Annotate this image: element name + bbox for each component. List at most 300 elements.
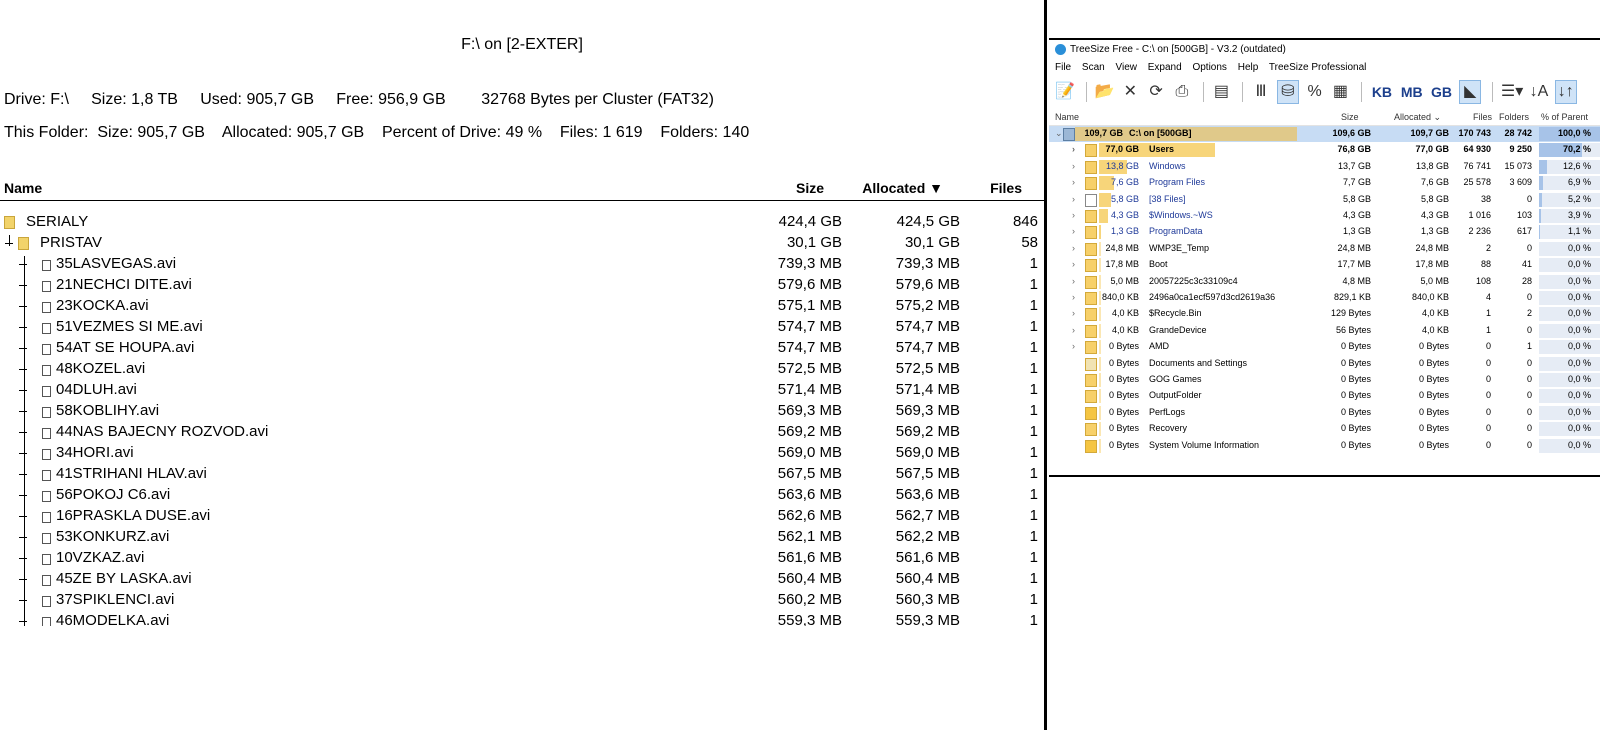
percent-cell (1539, 406, 1600, 420)
row-files: 1 (1029, 276, 1038, 293)
toolbar-separator (1203, 82, 1204, 102)
unit-mb-button[interactable]: MB (1400, 84, 1423, 100)
row-name: 34HORI.avi (56, 444, 134, 461)
report-row[interactable] (0, 485, 1044, 506)
row-name: System Volume Information (1149, 439, 1260, 450)
row-name: 45ZE BY LASKA.avi (56, 570, 192, 587)
row-folders: 0 (1526, 423, 1532, 434)
percent-text: 0,0 % (1567, 324, 1591, 335)
bar-size-label: 109,7 GB (1084, 128, 1123, 138)
row-name: GOG Games (1149, 374, 1202, 384)
tree-row[interactable] (1049, 257, 1600, 273)
file-icon (42, 407, 51, 418)
tree-row[interactable] (1049, 388, 1600, 404)
report-row[interactable] (0, 464, 1044, 485)
row-allocated: 561,6 MB (895, 549, 960, 566)
row-allocated: 4,0 KB (1421, 324, 1449, 335)
row-allocated: 7,6 GB (1420, 177, 1449, 188)
report-row[interactable] (0, 611, 1044, 626)
menu-expand[interactable]: Expand (1147, 62, 1182, 73)
percent-fill (1539, 209, 1541, 223)
bar-icon[interactable]: Ⅲ (1255, 83, 1267, 100)
row-files: 0 (1485, 423, 1491, 434)
row-size: 574,7 MB (777, 339, 842, 356)
row-size: 567,5 MB (777, 465, 842, 482)
row-allocated: 0 Bytes (1418, 374, 1449, 384)
report-row[interactable] (0, 590, 1044, 611)
percent-button[interactable]: % (1307, 83, 1322, 100)
row-size: 739,3 MB (777, 255, 842, 272)
bar-size-label: 7,6 GB (1110, 177, 1139, 188)
row-folders: 0 (1526, 439, 1532, 450)
row-files: 64 930 (1463, 144, 1491, 155)
row-name: [38 Files] (1149, 193, 1186, 204)
file-icon (42, 554, 51, 565)
percent-text: 70,2 % (1562, 144, 1591, 155)
row-size: 0 Bytes (1340, 374, 1371, 384)
tree-branch (19, 432, 27, 433)
file-icon (42, 344, 51, 355)
bar-size-label: 0 Bytes (1108, 374, 1139, 384)
treesize-app-icon (1055, 44, 1066, 55)
report-row[interactable] (0, 317, 1044, 338)
collapse-icon[interactable]: ⌄ (1055, 128, 1063, 138)
row-files: 1 (1029, 339, 1038, 356)
row-files: 1 (1485, 308, 1491, 319)
tree-row[interactable] (1049, 290, 1600, 306)
row-files: 76 741 (1463, 160, 1491, 171)
bar-size-label: 0 Bytes (1108, 423, 1139, 434)
percent-cell (1539, 160, 1600, 174)
row-size: 560,2 MB (777, 591, 842, 608)
row-files: 1 (1029, 402, 1038, 419)
percent-text: 0,0 % (1567, 259, 1591, 270)
file-icon (42, 617, 51, 626)
row-folders: 0 (1526, 406, 1532, 417)
menu-help[interactable]: Help (1237, 62, 1259, 73)
toolbar-separator (1242, 82, 1243, 102)
percent-text: 6,9 % (1567, 177, 1591, 188)
row-allocated: 559,3 MB (895, 612, 960, 626)
tree-branch (19, 264, 27, 265)
bar-size-label: 5,0 MB (1110, 275, 1139, 286)
expand-chevron-icon[interactable]: › (1072, 160, 1075, 171)
report-row[interactable] (0, 359, 1044, 380)
row-size: 575,1 MB (777, 297, 842, 314)
file-icon (42, 302, 51, 313)
folder-icon (1085, 341, 1097, 354)
report-row[interactable] (0, 233, 1044, 254)
file-icon (1085, 194, 1097, 207)
unit-kb-button[interactable]: KB (1371, 84, 1393, 100)
grid-icon[interactable]: ▦ (1332, 83, 1348, 100)
toolbar-separator (1361, 82, 1362, 102)
col-size[interactable]: Size (1341, 112, 1359, 122)
file-icon (42, 512, 51, 523)
row-files: 846 (1012, 213, 1038, 230)
row-name: Windows (1149, 160, 1186, 171)
menu-view[interactable]: View (1115, 62, 1137, 73)
row-size: 4,3 GB (1342, 210, 1371, 220)
col-allocated[interactable]: Allocated ⌄ (1394, 112, 1442, 122)
expand-chevron-icon[interactable]: › (1072, 242, 1075, 253)
view-list-icon[interactable]: ☰▾ (1500, 83, 1524, 100)
col-files[interactable]: Files (990, 180, 1022, 196)
row-name: Program Files (1149, 177, 1206, 188)
folder-icon (1085, 308, 1097, 321)
row-name: Recovery (1149, 423, 1188, 434)
row-size: 56 Bytes (1335, 324, 1371, 335)
expand-chevron-icon[interactable]: › (1072, 341, 1075, 352)
row-size: 7,7 GB (1342, 177, 1371, 188)
file-icon (42, 323, 51, 334)
row-allocated: 562,7 MB (895, 507, 960, 524)
row-allocated: 0 Bytes (1418, 357, 1449, 368)
row-files: 0 (1485, 439, 1491, 450)
file-icon (42, 596, 51, 607)
drive-summary: Drive: F:\ Size: 1,8 TB Used: 905,7 GB Free: 956,9 GB 32768 Bytes per Cluster (FAT32) (4, 91, 714, 108)
row-name: 41STRIHANI HLAV.avi (56, 465, 207, 482)
tree-branch (19, 390, 27, 391)
row-allocated: 567,5 MB (895, 465, 960, 482)
row-files: 1 (1029, 423, 1038, 440)
row-files: 1 016 (1468, 210, 1491, 220)
tree-branch (19, 453, 27, 454)
tree-branch (19, 369, 27, 370)
percent-text: 5,2 % (1567, 193, 1591, 204)
tree-row[interactable] (1049, 175, 1600, 191)
warning-folder-icon (1085, 440, 1097, 453)
auto-unit-icon[interactable]: ◣ (1459, 80, 1481, 104)
row-folders: 0 (1526, 292, 1532, 302)
stop-icon[interactable]: ✕ (1123, 83, 1138, 100)
refresh-icon[interactable]: ⟳ (1149, 83, 1163, 100)
row-name: PRISTAV (40, 234, 102, 251)
percent-fill (1539, 176, 1543, 190)
row-name: OutputFolder (1149, 390, 1202, 401)
drive-size-icon[interactable]: ⛁ (1277, 80, 1299, 104)
percent-cell (1539, 373, 1600, 387)
row-size: 562,6 MB (777, 507, 842, 524)
row-folders: 28 (1521, 275, 1532, 286)
folder-icon (1085, 276, 1097, 289)
bar-size-label: 24,8 MB (1105, 242, 1139, 253)
folder-icon (1085, 325, 1097, 338)
row-folders: 28 742 (1504, 128, 1532, 138)
folder-icon (18, 237, 29, 250)
col-name[interactable]: Name (1055, 112, 1080, 122)
row-name: 21NECHCI DITE.avi (56, 276, 192, 293)
percent-cell (1539, 127, 1600, 141)
percent-cell (1539, 389, 1600, 403)
row-files: 0 (1485, 341, 1491, 352)
bar-size-label: 0 Bytes (1108, 357, 1139, 368)
row-allocated: 569,2 MB (895, 423, 960, 440)
row-allocated: 569,0 MB (895, 444, 960, 461)
row-name: 51VEZMES SI ME.avi (56, 318, 203, 335)
row-name: 48KOZEL.avi (56, 360, 146, 377)
row-files: 1 (1029, 591, 1038, 608)
row-folders: 3 609 (1509, 177, 1532, 188)
row-files: 1 (1029, 318, 1038, 335)
bar-size-label: 4,0 KB (1111, 324, 1139, 335)
report-row[interactable] (0, 275, 1044, 296)
file-icon (42, 470, 51, 481)
row-size: 0 Bytes (1340, 390, 1371, 401)
tree-row[interactable] (1049, 421, 1600, 437)
percent-text: 1,1 % (1567, 226, 1591, 237)
folder-icon (1085, 423, 1097, 436)
file-icon (42, 575, 51, 586)
row-allocated: 579,6 MB (895, 276, 960, 293)
report-row[interactable] (0, 422, 1044, 443)
row-size: 0 Bytes (1340, 406, 1371, 417)
folder-icon (1085, 210, 1097, 223)
row-name: WMP3E_Temp (1149, 242, 1210, 253)
col-files[interactable]: Files (1473, 112, 1493, 122)
bar-size-label: 840,0 KB (1101, 292, 1139, 302)
row-folders: 2 (1526, 308, 1532, 319)
tree-row[interactable] (1049, 208, 1600, 224)
row-name: 37SPIKLENCI.avi (56, 591, 175, 608)
tree-branch (19, 306, 27, 307)
bar-size-label: 5,8 GB (1110, 193, 1139, 204)
report-row[interactable] (0, 506, 1044, 527)
row-allocated: 572,5 MB (895, 360, 960, 377)
expand-chevron-icon[interactable]: › (1072, 210, 1075, 220)
row-folders: 0 (1526, 374, 1532, 384)
col-allocated[interactable]: Allocated ▼ (862, 180, 943, 196)
file-icon (42, 533, 51, 544)
folder-scan-icon[interactable]: 📂 (1094, 83, 1115, 100)
row-size: 561,6 MB (777, 549, 842, 566)
tree-row[interactable] (1049, 356, 1600, 372)
menu-options[interactable]: Options (1192, 62, 1227, 73)
row-allocated: 739,3 MB (895, 255, 960, 272)
menu-scan[interactable]: Scan (1081, 62, 1105, 73)
expand-chevron-icon[interactable]: › (1072, 259, 1075, 270)
expand-chevron-icon[interactable]: › (1072, 144, 1075, 155)
row-name: $Recycle.Bin (1149, 308, 1202, 319)
row-files: 1 (1029, 465, 1038, 482)
row-allocated: 5,8 GB (1420, 193, 1449, 204)
row-allocated: 0 Bytes (1418, 423, 1449, 434)
report-row[interactable] (0, 296, 1044, 317)
report-row[interactable] (0, 527, 1044, 548)
tree-row[interactable] (1049, 142, 1600, 158)
row-name: 35LASVEGAS.avi (56, 255, 177, 272)
tree-branch (19, 537, 27, 538)
row-files: 2 (1485, 242, 1491, 253)
percent-text: 0,0 % (1567, 390, 1591, 401)
tree-branch (19, 348, 27, 349)
folder-icon (1085, 292, 1097, 305)
row-files: 1 (1029, 360, 1038, 377)
bar-size-label: 4,3 GB (1110, 210, 1139, 220)
tree-branch (19, 516, 27, 517)
report-row[interactable] (0, 443, 1044, 464)
percent-fill (1539, 160, 1547, 174)
row-allocated: 0 Bytes (1418, 439, 1449, 450)
row-name: Users (1149, 144, 1175, 155)
row-files: 1 (1029, 381, 1038, 398)
bar-size-label: 4,0 KB (1111, 308, 1139, 319)
expand-chevron-icon[interactable]: › (1072, 324, 1075, 335)
bar-size-label: 0 Bytes (1108, 341, 1139, 352)
row-name: Boot (1149, 259, 1168, 270)
file-icon (42, 281, 51, 292)
bar-size-label: 0 Bytes (1108, 439, 1139, 450)
folder-icon (1085, 243, 1097, 256)
row-name: 46MODELKA.avi (56, 612, 170, 626)
tree-list (1049, 126, 1600, 466)
row-size: 569,0 MB (777, 444, 842, 461)
percent-cell (1539, 307, 1600, 321)
select-directory-icon[interactable]: 📝 (1055, 83, 1075, 100)
drive-icon (1063, 128, 1075, 141)
tree-row[interactable] (1049, 339, 1600, 355)
row-size: 30,1 GB (786, 234, 842, 251)
percent-text: 0,0 % (1567, 242, 1591, 253)
row-files: 0 (1485, 374, 1491, 384)
percent-cell (1539, 193, 1600, 207)
percent-cell (1539, 357, 1600, 371)
bar-size-label: 1,3 GB (1110, 226, 1139, 237)
menu-treesize-professional[interactable]: TreeSize Professional (1268, 62, 1367, 73)
report-column-header (0, 178, 1044, 201)
row-files: 1 (1029, 444, 1038, 461)
row-name: 10VZKAZ.avi (56, 549, 145, 566)
report-row[interactable] (0, 212, 1044, 233)
row-name: 16PRASKLA DUSE.avi (56, 507, 211, 524)
percent-fill (1539, 193, 1542, 207)
row-name: SERIALY (26, 213, 89, 230)
report-row[interactable] (0, 548, 1044, 569)
row-files: 4 (1485, 292, 1491, 302)
root-row[interactable] (1049, 126, 1600, 142)
tree-branch (19, 621, 27, 622)
row-folders: 9 250 (1509, 144, 1532, 155)
row-folders: 0 (1526, 242, 1532, 253)
tree-row[interactable] (1049, 306, 1600, 322)
tree-row[interactable] (1049, 241, 1600, 257)
row-size: 0 Bytes (1340, 423, 1371, 434)
expand-chevron-icon[interactable]: › (1072, 226, 1075, 237)
percent-text: 0,0 % (1567, 275, 1591, 286)
row-allocated: 0 Bytes (1418, 406, 1449, 417)
row-files: 1 (1029, 528, 1038, 545)
file-icon (42, 260, 51, 271)
tree-row[interactable] (1049, 192, 1600, 208)
tree-branch (19, 474, 27, 475)
menu-file[interactable]: File (1055, 62, 1072, 73)
row-allocated: 24,8 MB (1415, 242, 1449, 253)
row-allocated: 0 Bytes (1418, 341, 1449, 352)
row-allocated: 0 Bytes (1418, 390, 1449, 401)
row-files: 170 743 (1458, 128, 1491, 138)
folder-icon (1085, 144, 1097, 157)
row-name: Documents and Settings (1149, 357, 1248, 368)
tree-row[interactable] (1049, 274, 1600, 290)
row-folders: 0 (1526, 390, 1532, 401)
bar-size-label: 0 Bytes (1108, 406, 1139, 417)
row-name: 58KOBLIHY.avi (56, 402, 160, 419)
expand-chevron-icon[interactable]: › (1072, 275, 1075, 286)
row-files: 1 (1029, 549, 1038, 566)
row-allocated: 569,3 MB (895, 402, 960, 419)
report-row[interactable] (0, 254, 1044, 275)
expand-chevron-icon[interactable]: › (1072, 292, 1075, 302)
percent-cell (1539, 439, 1600, 453)
tree-row[interactable] (1049, 405, 1600, 421)
report-row[interactable] (0, 338, 1044, 359)
row-folders: 41 (1521, 259, 1532, 270)
row-allocated: 571,4 MB (895, 381, 960, 398)
col-percent[interactable]: % of Parent (1541, 112, 1589, 122)
row-size: 0 Bytes (1340, 439, 1371, 450)
print-icon[interactable]: ⎙ (1175, 83, 1189, 100)
percent-cell (1539, 422, 1600, 436)
percent-cell (1539, 209, 1600, 223)
bar-size-label: 13,8 GB (1105, 160, 1139, 171)
report-row[interactable] (0, 569, 1044, 590)
tree-branch (19, 600, 27, 601)
row-folders: 0 (1526, 324, 1532, 335)
percent-text: 12,6 % (1562, 160, 1591, 171)
tree-row[interactable] (1049, 372, 1600, 388)
row-name: AMD (1149, 341, 1169, 352)
tree-row[interactable] (1049, 224, 1600, 240)
report-tree (0, 212, 1044, 626)
row-allocated: 77,0 GB (1415, 144, 1449, 155)
percent-cell (1539, 291, 1600, 305)
folder-icon (1085, 177, 1097, 190)
tree-row[interactable] (1049, 438, 1600, 454)
row-size: 571,4 MB (777, 381, 842, 398)
toolbar-separator (1492, 82, 1493, 102)
col-size[interactable]: Size (795, 180, 824, 196)
row-allocated: 109,7 GB (1410, 128, 1449, 138)
row-name: C:\ on [500GB] (1129, 128, 1192, 138)
col-folders[interactable]: Folders (1499, 112, 1530, 122)
row-size: 4,8 MB (1342, 275, 1371, 286)
row-allocated: 1,3 GB (1420, 226, 1449, 237)
row-size: 76,8 GB (1337, 144, 1371, 155)
row-allocated: 560,3 MB (895, 591, 960, 608)
report-row[interactable] (0, 380, 1044, 401)
row-files: 0 (1485, 390, 1491, 401)
row-files: 1 (1029, 297, 1038, 314)
expand-chevron-icon[interactable]: › (1072, 308, 1075, 319)
unit-gb-button[interactable]: GB (1431, 84, 1452, 100)
sort-az-icon[interactable]: ↓A (1529, 83, 1549, 100)
percent-cell (1539, 275, 1600, 289)
sort-size-icon[interactable]: ↓↑ (1555, 80, 1577, 104)
tree-branch (19, 579, 27, 580)
expand-chevron-icon[interactable]: › (1072, 193, 1075, 204)
tree-row[interactable] (1049, 159, 1600, 175)
row-size: 17,7 MB (1337, 259, 1371, 270)
percent-cell (1539, 242, 1600, 256)
report-row[interactable] (0, 401, 1044, 422)
expand-chevron-icon[interactable]: › (1072, 177, 1075, 188)
explorer-icon[interactable]: ▤ (1213, 83, 1230, 100)
row-allocated: 840,0 KB (1411, 292, 1449, 302)
col-name[interactable]: Name (4, 180, 43, 196)
tree-row[interactable] (1049, 323, 1600, 339)
bar-size-label: 17,8 MB (1105, 259, 1139, 270)
row-size: 24,8 MB (1337, 242, 1371, 253)
